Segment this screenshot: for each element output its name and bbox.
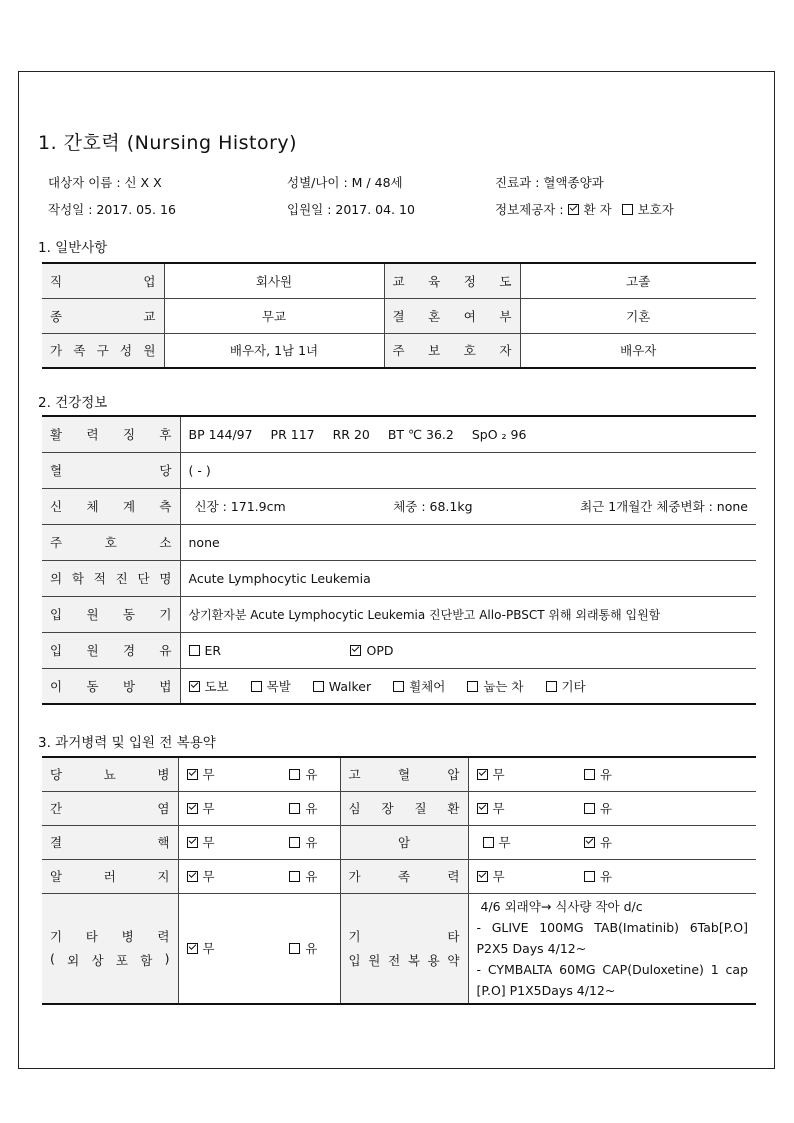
yes-label: 유 [599, 801, 612, 816]
label-char: 도 [499, 273, 512, 289]
label-char: 혼 [428, 308, 441, 324]
cancer-value [468, 825, 756, 859]
label-char: 환 [447, 801, 460, 816]
label-char: 성 [120, 343, 133, 359]
table-row [42, 825, 756, 859]
label-char: 기 [50, 929, 63, 944]
label-char: 약 [447, 953, 460, 968]
family-no-checkbox[interactable] [477, 871, 488, 882]
table-row [42, 452, 756, 488]
table-row [42, 524, 756, 560]
table-row [42, 333, 756, 368]
label-char: 학 [71, 571, 84, 586]
label-char: 질 [414, 801, 427, 816]
yes-label: 유 [305, 941, 318, 956]
label-char: 고 [348, 767, 361, 783]
family-yes-checkbox[interactable] [584, 871, 595, 882]
hypertension-value [468, 757, 756, 791]
value-education: 고졸 [520, 263, 756, 298]
hypertension-no-checkbox[interactable] [477, 769, 488, 780]
other-yes-checkbox[interactable] [289, 943, 300, 954]
label-hepatitis [42, 791, 178, 825]
label-char: 알 [50, 869, 63, 884]
sex-age: 성별/나이 : M / 48세 [287, 175, 403, 190]
yes-label: 유 [599, 869, 612, 884]
complaint-value: none [180, 524, 756, 560]
label-char: 타 [447, 929, 460, 944]
label-char: 입 [50, 607, 63, 622]
label-char: 호 [104, 535, 117, 550]
label-char: 교 [143, 308, 156, 324]
value-occupation: 회사원 [164, 263, 384, 298]
label-tb [42, 825, 178, 859]
label-body [42, 488, 180, 524]
allergy-yes-checkbox[interactable] [289, 871, 300, 882]
med-line: - GLIVE 100MG TAB(Imatinib) 6Tab[P.O] P2X5 Days 4/12~ [476, 919, 748, 956]
general-info-table [42, 262, 756, 369]
written-date: 작성일 : 2017. 05. 16 [48, 202, 176, 217]
label-marital [384, 298, 520, 333]
label-char: 지 [157, 869, 170, 884]
label-char: 간 [50, 801, 63, 816]
label-education [384, 263, 520, 298]
table-row [42, 488, 756, 524]
yes-label: 유 [305, 869, 318, 884]
value-family: 배우자, 1남 1녀 [164, 333, 384, 368]
mobility-walker-label: Walker [328, 678, 372, 694]
yes-label: 유 [599, 835, 612, 850]
label-char: 정 [463, 273, 476, 289]
label-char: 기 [348, 929, 361, 944]
mobility-walker-checkbox[interactable] [313, 681, 324, 692]
label-char: 포 [115, 953, 128, 968]
reason-value: 상기환자분 Acute Lymphocytic Leukemia 진단받고 Allo-PBSCT 위해 외래통해 입원함 [180, 596, 756, 632]
label-char: 심 [348, 801, 361, 816]
label-char: 력 [447, 869, 460, 884]
label-char: 장 [381, 801, 394, 816]
cancer-no-checkbox[interactable] [483, 837, 494, 848]
hypertension-yes-checkbox[interactable] [584, 769, 595, 780]
prior-meds-value [468, 893, 756, 1004]
diabetes-no-checkbox[interactable] [187, 769, 198, 780]
informant-guardian-label: 보호자 [637, 202, 674, 217]
family-history-value [468, 859, 756, 893]
route-opd-label: OPD [366, 642, 394, 658]
diabetes-value [178, 757, 340, 791]
label-char: 당 [159, 463, 172, 478]
label-char: 의 [50, 571, 63, 586]
no-label: 무 [202, 767, 215, 783]
table-row [42, 298, 756, 333]
label-char: 체 [86, 499, 99, 514]
cancer-yes-checkbox[interactable] [584, 837, 595, 848]
label-char: 병 [157, 767, 170, 783]
label-char: 계 [122, 499, 136, 514]
label-char: 소 [159, 535, 172, 550]
patient-name: 대상자 이름 : 신 X X [48, 175, 162, 190]
label-allergy [42, 859, 178, 893]
label-cancer: 암 [340, 825, 468, 859]
yes-label: 유 [599, 767, 612, 783]
yes-label: 유 [305, 767, 318, 783]
section2-heading: 2. 건강정보 [38, 395, 108, 411]
label-mobility [42, 668, 180, 704]
label-char: 외 [67, 953, 80, 968]
label-prior-meds [340, 893, 468, 1004]
route-er-checkbox[interactable] [189, 645, 200, 656]
label-char: 입 [50, 643, 63, 658]
allergy-value [178, 859, 340, 893]
label-char: 가 [348, 869, 361, 884]
bt-value: BT ℃ 36.2 [387, 426, 454, 442]
mobility-crutch-label: 목발 [266, 678, 291, 694]
heart-value [468, 791, 756, 825]
informant-patient-checkbox[interactable] [568, 204, 579, 215]
label-char: 보 [428, 343, 441, 359]
label-char: 염 [157, 801, 170, 816]
value-guardian: 배우자 [520, 333, 756, 368]
label-char: 법 [159, 678, 172, 694]
label-glucose [42, 452, 180, 488]
label-heart [340, 791, 468, 825]
mobility-stretcher-checkbox[interactable] [467, 681, 478, 692]
label-complaint [42, 524, 180, 560]
yes-label: 유 [305, 801, 318, 816]
label-diabetes [42, 757, 178, 791]
value-religion: 무교 [164, 298, 384, 333]
page-title: 1. 간호력 (Nursing History) [38, 132, 298, 154]
section1-heading: 1. 일반사항 [38, 240, 108, 256]
informant-guardian-checkbox[interactable] [622, 204, 633, 215]
label-char: 주 [50, 535, 63, 550]
label-route [42, 632, 180, 668]
route-er-label: ER [204, 642, 222, 658]
label-char: 원 [86, 643, 99, 658]
label-char: 육 [428, 273, 441, 289]
med-line: - CYMBALTA 60MG CAP(Duloxetine) 1 cap [P.O] P1X5Days 4/12~ [476, 961, 748, 998]
hepatitis-value [178, 791, 340, 825]
no-label: 무 [202, 941, 215, 956]
mobility-stretcher-label: 눕는 차 [483, 678, 524, 694]
label-char: 가 [50, 343, 63, 359]
diabetes-yes-checkbox[interactable] [289, 769, 300, 780]
label-char: 동 [86, 678, 99, 694]
glucose-value: ( - ) [180, 452, 756, 488]
label-char: 종 [50, 308, 63, 324]
no-label: 무 [202, 801, 215, 816]
label-char: 러 [103, 869, 116, 884]
no-label: 무 [202, 835, 215, 850]
no-label: 무 [492, 801, 505, 816]
label-char: 압 [447, 767, 460, 783]
rr-value: RR 20 [332, 426, 370, 442]
label-char: 자 [499, 343, 512, 359]
informant-label: 정보제공자 : [495, 202, 564, 217]
pr-value: PR 117 [270, 426, 315, 442]
tb-yes-checkbox[interactable] [289, 837, 300, 848]
label-char: 혈 [50, 463, 63, 478]
label-char: 동 [122, 607, 136, 622]
diagnosis-value: Acute Lymphocytic Leukemia [180, 560, 756, 596]
label-char: 업 [143, 273, 156, 289]
table-row [42, 263, 756, 298]
body-measure-value [180, 488, 756, 524]
label-char: ( [50, 951, 55, 966]
allergy-no-checkbox[interactable] [187, 871, 198, 882]
table-row [42, 791, 756, 825]
label-char: 결 [50, 835, 63, 850]
label-char: 경 [122, 643, 136, 658]
label-char: 용 [427, 953, 440, 968]
label-char: 핵 [157, 835, 170, 850]
label-char: 방 [122, 678, 136, 694]
label-char: 적 [93, 571, 106, 586]
vitals-value [180, 416, 756, 452]
label-family-history [340, 859, 468, 893]
tb-no-checkbox[interactable] [187, 837, 198, 848]
label-char: 력 [86, 427, 99, 443]
label-char: 징 [122, 427, 136, 443]
label-char: 족 [73, 343, 86, 359]
label-char: ) [164, 951, 170, 966]
spo2-value: SpO ₂ 96 [471, 426, 527, 442]
yes-label: 유 [305, 835, 318, 850]
med-line: 4/6 외래약→ 식사량 작아 d/c [480, 898, 643, 914]
heart-no-checkbox[interactable] [477, 803, 488, 814]
label-char: 원 [368, 953, 381, 968]
other-history-value [178, 893, 340, 1004]
label-char: 활 [50, 427, 63, 443]
label-char: 여 [463, 308, 476, 324]
height-value: 신장 : 171.9cm [194, 499, 286, 514]
label-char: 뇨 [103, 767, 116, 783]
mobility-other-checkbox[interactable] [546, 681, 557, 692]
mobility-wheelchair-label: 휠체어 [409, 678, 446, 694]
informant-patient-label: 환 자 [583, 202, 612, 217]
bp-value: BP 144/97 [188, 426, 253, 442]
label-char: 신 [50, 499, 63, 514]
label-char: 구 [96, 343, 109, 359]
route-value [180, 632, 756, 668]
department: 진료과 : 혈액종양과 [495, 175, 604, 190]
table-row [42, 416, 756, 452]
label-diagnosis [42, 560, 180, 596]
mobility-other-label: 기타 [561, 678, 586, 694]
mobility-walk-label: 도보 [204, 678, 229, 694]
mobility-walk-checkbox[interactable] [189, 681, 200, 692]
no-label: 무 [202, 869, 215, 884]
table-row [42, 560, 756, 596]
label-char: 복 [407, 953, 420, 968]
label-char: 타 [85, 929, 98, 944]
label-char: 이 [50, 678, 63, 694]
section3-heading: 3. 과거병력 및 입원 전 복용약 [38, 735, 216, 751]
label-char: 호 [463, 343, 476, 359]
weight-value: 체중 : 68.1kg [393, 499, 473, 514]
no-label: 무 [492, 869, 505, 884]
label-char: 원 [86, 607, 99, 622]
label-occupation [42, 263, 164, 298]
label-char: 측 [159, 499, 172, 514]
label-char: 교 [392, 273, 405, 289]
table-row [42, 893, 756, 1004]
label-char: 병 [121, 929, 134, 944]
label-char: 단 [137, 571, 150, 586]
heart-yes-checkbox[interactable] [584, 803, 595, 814]
route-opd-checkbox[interactable] [350, 645, 361, 656]
mobility-wheelchair-checkbox[interactable] [393, 681, 404, 692]
table-row [42, 632, 756, 668]
value-marital: 기혼 [520, 298, 756, 333]
label-char: 족 [397, 869, 411, 884]
label-char: 직 [50, 273, 63, 289]
label-char: 후 [159, 427, 172, 443]
label-char: 결 [392, 308, 405, 324]
label-religion [42, 298, 164, 333]
label-char: 당 [50, 767, 63, 783]
table-row [42, 668, 756, 704]
label-char: 력 [157, 929, 170, 944]
admission-date: 입원일 : 2017. 04. 10 [287, 202, 415, 217]
label-family [42, 333, 164, 368]
table-row [42, 859, 756, 893]
table-row [42, 596, 756, 632]
label-char: 혈 [397, 767, 411, 783]
no-label: 무 [492, 767, 505, 783]
label-char: 유 [159, 643, 172, 658]
no-label: 무 [498, 835, 511, 850]
label-char: 입 [348, 953, 361, 968]
hepatitis-yes-checkbox[interactable] [289, 803, 300, 814]
informant [495, 200, 674, 218]
label-hypertension [340, 757, 468, 791]
label-char: 원 [143, 343, 156, 359]
label-guardian [384, 333, 520, 368]
hepatitis-no-checkbox[interactable] [187, 803, 198, 814]
label-char: 명 [159, 571, 172, 586]
mobility-value [180, 668, 756, 704]
health-info-table [42, 415, 756, 705]
label-reason [42, 596, 180, 632]
label-char: 함 [140, 953, 153, 968]
label-char: 부 [499, 308, 512, 324]
label-char: 상 [91, 953, 104, 968]
tb-value [178, 825, 340, 859]
label-char: 주 [392, 343, 405, 359]
weight-change-value: 최근 1개월간 체중변화 : none [580, 499, 748, 514]
table-row [42, 757, 756, 791]
history-table [42, 756, 756, 1005]
mobility-crutch-checkbox[interactable] [251, 681, 262, 692]
other-no-checkbox[interactable] [187, 943, 198, 954]
label-char: 진 [115, 571, 128, 586]
label-char: 기 [159, 607, 172, 622]
label-vitals [42, 416, 180, 452]
label-char: 전 [388, 953, 401, 968]
label-other-history [42, 893, 178, 1004]
